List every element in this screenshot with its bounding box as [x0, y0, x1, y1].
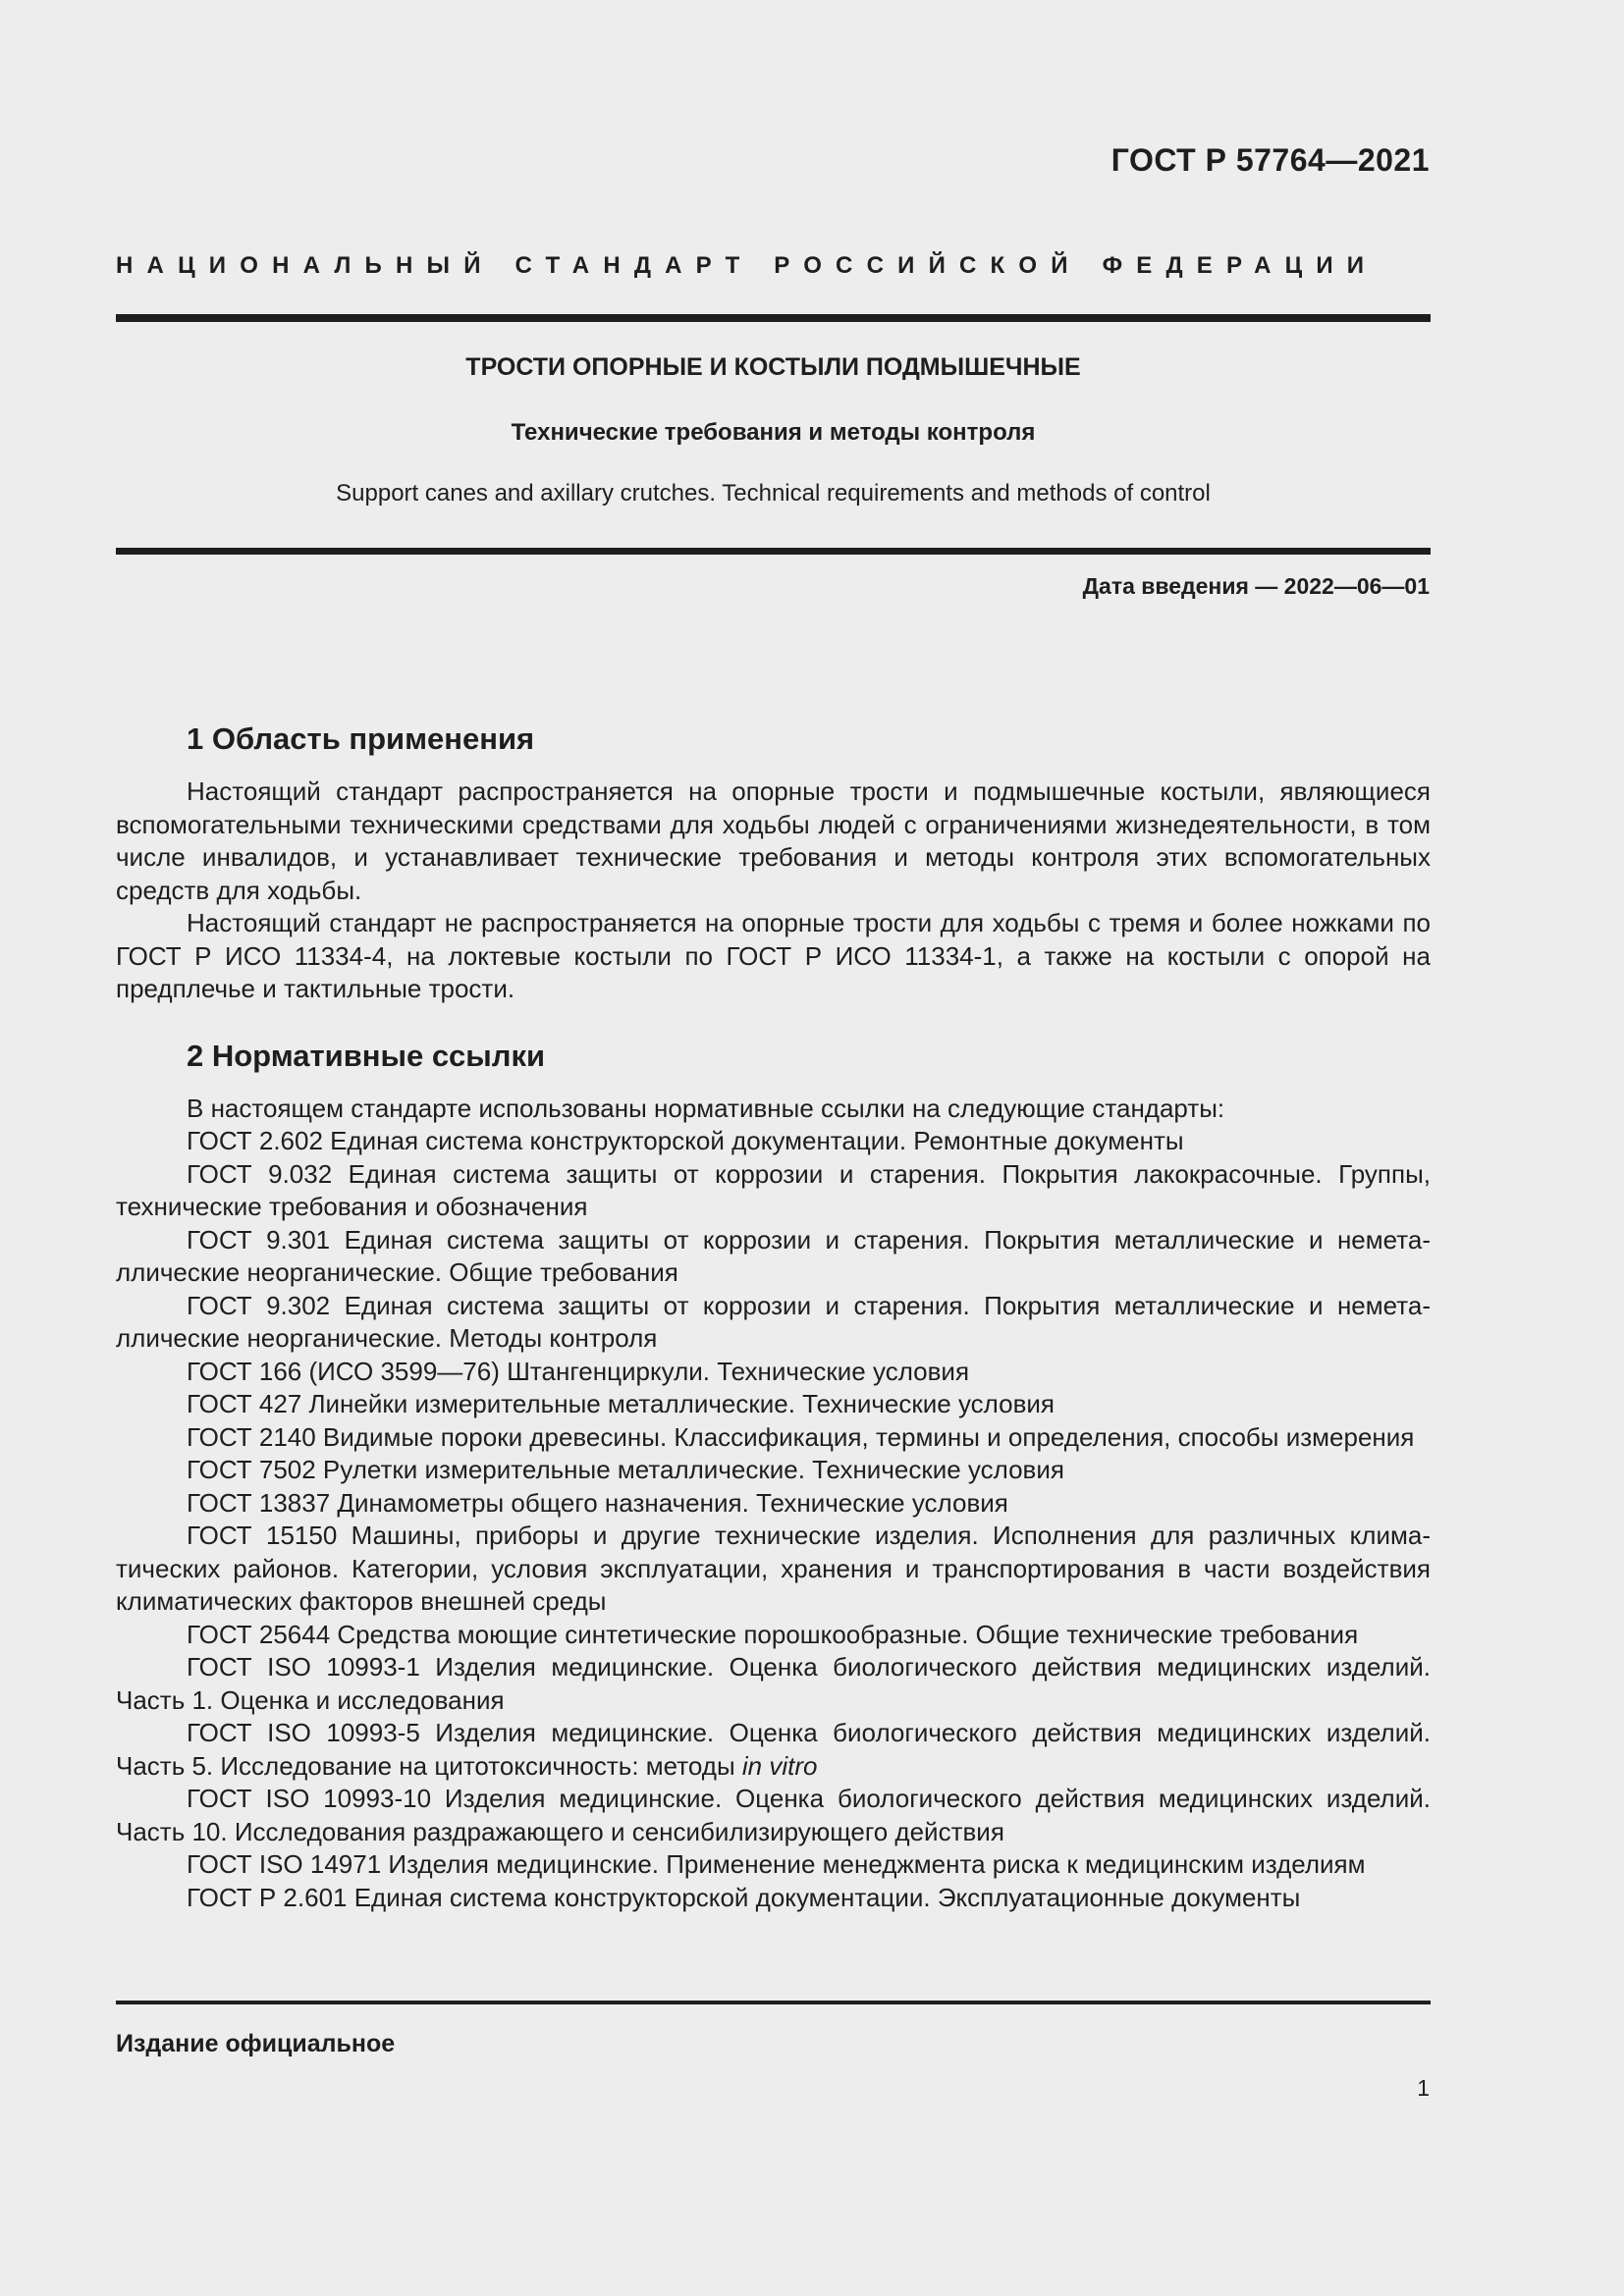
reference-italic-term: in vitro — [741, 1750, 818, 1781]
national-standard-banner: НАЦИОНАЛЬНЫЙ СТАНДАРТ РОССИЙСКОЙ ФЕДЕРАЦИИ — [116, 252, 1379, 279]
reference-item: ГОСТ 7502 Рулетки измерительные металлические. Технические условия — [187, 1455, 1064, 1484]
reference-item: ГОСТ 15150 Машины, приборы и другие технические изделия. Исполнения для различных климатических районов. Категории, условия эксплуатации, хранения и транспортирования в части воздействия климатических факторов внешней среды — [116, 1521, 1431, 1616]
document-code: ГОСТ Р 57764—2021 — [1110, 142, 1430, 178]
reference-item: ГОСТ 427 Линейки измерительные металлические. Технические условия — [187, 1389, 1055, 1418]
header-rule-bottom — [116, 548, 1431, 555]
reference-item: ГОСТ ISO 14971 Изделия медицинские. Применение менеджмента риска к медицинским изделиям — [187, 1849, 1366, 1879]
reference-item: ГОСТ 166 (ИСО 3599—76) Штангенциркули. Технические условия — [187, 1356, 970, 1386]
reference-item: ГОСТ ISO 10993-1 Изделия медицинские. Оценка биологического действия медицинских изделий. Часть 1. Оценка и исследования — [116, 1652, 1431, 1715]
document-body — [116, 715, 1431, 1914]
reference-item: ГОСТ 2140 Видимые пороки древесины. Классификация, термины и определения, способы измерения — [187, 1421, 1415, 1452]
section-1-heading: 1 Область применения — [187, 721, 535, 756]
reference-text: ГОСТ ISO 10993-5 Изделия медицинские. Оценка биологического действия медицинских изделий. Часть 5. Исследование на цитотоксичность: методы — [116, 1718, 1431, 1781]
reference-item: ГОСТ 13837 Динамометры общего назначения. Технические условия — [187, 1487, 1008, 1518]
reference-item: ГОСТ Р 2.601 Единая система конструкторской документации. Эксплуатационные документы — [187, 1882, 1301, 1912]
section-2-intro: В настоящем стандарте использованы нормативные ссылки на следующие стандарты: — [187, 1093, 1225, 1123]
section-1-paragraph: Настоящий стандарт не распространяется на опорные трости для ходьбы с тремя и более ножками по ГОСТ Р ИСО 11334-4, на локтевые костыли по ГОСТ Р ИСО 11334-1, а также на костыли с опорой на предплечье и тактильные трости. — [116, 908, 1431, 1003]
reference-item: ГОСТ 9.301 Единая система защиты от коррозии и старения. Покрытия металлические и неметаллические неорганические. Общие требования — [116, 1224, 1431, 1287]
document-title: ТРОСТИ ОПОРНЫЕ И КОСТЫЛИ ПОДМЫШЕЧНЫЕ — [465, 353, 1081, 381]
reference-item: ГОСТ 9.032 Единая система защиты от коррозии и старения. Покрытия лакокрасочные. Группы, технические требования и обозначения — [116, 1158, 1431, 1221]
footer-rule — [116, 2001, 1431, 2004]
section-2-heading: 2 Нормативные ссылки — [187, 1038, 546, 1073]
section-1-paragraph: Настоящий стандарт распространяется на опорные трости и подмышечные костыли, являющиеся вспомогательными техническими средствами для ходьбы людей с ограничениями жизнедеятельности, в том числе инвалидов, и устанавливает технические требования и методы контроля этих вспомогательных средств для ходьбы. — [116, 776, 1431, 905]
reference-item: ГОСТ ISO 10993-10 Изделия медицинские. Оценка биологического действия медицинских изделий. Часть 10. Исследования раздражающего и сенсибилизирующего действия — [116, 1784, 1431, 1846]
reference-item — [116, 1717, 1431, 1783]
document-subtitle: Технические требования и методы контроля — [511, 419, 1036, 446]
official-edition-label: Издание официальное — [116, 2030, 396, 2057]
reference-item: ГОСТ 9.302 Единая система защиты от коррозии и старения. Покрытия металлические и неметаллические неорганические. Методы контроля — [116, 1290, 1431, 1353]
english-title: Support canes and axillary crutches. Technical requirements and methods of control — [336, 480, 1211, 507]
page-number: 1 — [1417, 2075, 1430, 2101]
reference-item: ГОСТ 25644 Средства моющие синтетические порошкообразные. Общие технические требования — [187, 1619, 1359, 1649]
introduction-date: Дата введения — 2022—06—01 — [1082, 573, 1430, 599]
header-rule-top — [116, 314, 1431, 322]
reference-item: ГОСТ 2.602 Единая система конструкторской документации. Ремонтные документы — [187, 1126, 1184, 1155]
